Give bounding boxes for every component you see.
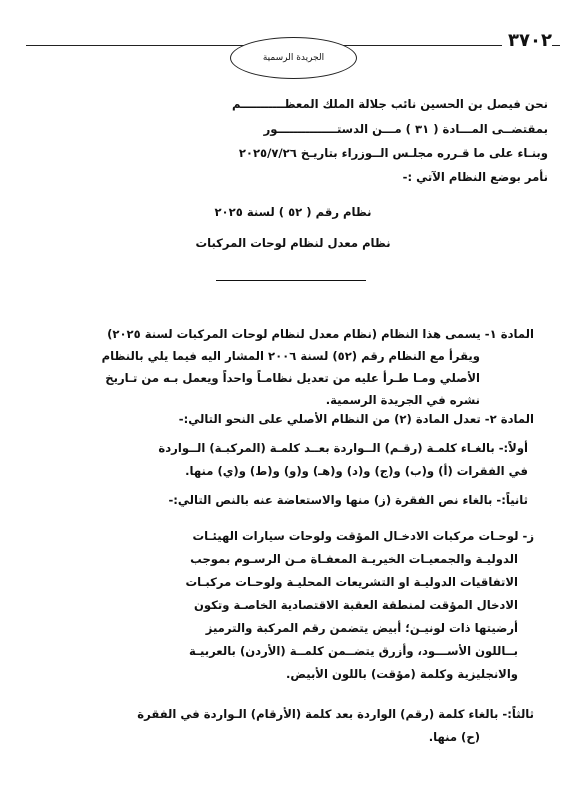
item-first-line: أولاً:- بالغـاء كلمـة (رقـم) الــواردة بعــد كلمـة (المركبـة) الــواردة: [158, 441, 528, 455]
gazette-name: الجريدة الرسمية: [262, 53, 325, 63]
regulation-name: نظام معدل لنظام لوحات المركبات: [195, 236, 391, 250]
regulation-number: نظام رقم ( ٥٢ ) لسنة ٢٠٢٥: [214, 205, 372, 219]
article-1-line: ويقرأ مع النظام رقم (٥٢) لسنة ٢٠٠٦ المشار اليه فيما يلي بالنظام: [101, 349, 480, 363]
clause-z-line: الاتفاقيات الدوليـة او التشريعات المحليـة ولوحـات مركبـات: [185, 575, 518, 589]
article-2-line: المادة ٢- تعدل المادة (٢) من النظام الأصلي على النحو التالي:-: [178, 412, 534, 426]
item-first-line: في الفقرات (أ) و(ب) و(ج) و(د) و(هـ) و(و) و(ط) و(ي) منها.: [185, 464, 528, 478]
page-number: ٣٧٠٢: [502, 30, 552, 51]
article-1-line: نشره في الجريدة الرسمية.: [325, 393, 480, 407]
preamble-line: بمقتضــى المـــادة ( ٣١ ) مـــن الدستـــــــــــــــور: [263, 122, 548, 136]
clause-z-line: الادخال المؤقت لمنطقة العقبة الاقتصادية الخاصـة وتكون: [193, 598, 518, 612]
clause-z-line: بــاللون الأســـود، وأزرق يتضــمن كلمــة (الأردن) بالعربيـة: [189, 644, 518, 658]
preamble-line: نأمر بوضع النظام الآتي :-: [402, 170, 548, 184]
preamble-line: نحن فيصل بن الحسين نائب جلالة الملك المعظـــــــــــم: [231, 97, 548, 111]
gazette-name-badge: [230, 37, 357, 79]
item-second-line: ثانياً:- بالغاء نص الفقرة (ز) منها والاستعاضة عنه بالنص التالي:-: [168, 493, 528, 507]
item-third-line: ثالثاً:- بالغاء كلمة (رقم) الواردة بعد كلمة (الأرقام) الـواردة في الفقرة: [137, 707, 534, 721]
article-1-line: الأصلي ومـا طـرأ عليه من تعديل نظامـاً واحداً ويعمل بـه من تـاريخ: [105, 371, 480, 385]
clause-z-line: الدوليـة والجمعيـات الخيريـة المعفـاة مـن الرسـوم بموجب: [190, 552, 518, 566]
item-third-line: (ح) منها.: [428, 730, 480, 744]
article-1-line: المادة ١- يسمى هذا النظام (نظام معدل لنظام لوحات المركبات لسنة ٢٠٢٥): [107, 327, 534, 341]
title-divider: [216, 280, 366, 281]
preamble-line: وبنـاء على ما قـرره مجلـس الــوزراء بتاريـخ ٢٠٢٥/٧/٢٦: [238, 146, 548, 160]
clause-z-line: أرضيتها ذات لونيـن؛ أبيض يتضمن رقم المركبة والترميز: [205, 621, 518, 635]
clause-z-line: والانجليزية وكلمة (مؤقت) باللون الأبيض.: [286, 667, 518, 681]
clause-z-line: ز- لوحـات مركبات الادخـال المؤقت ولوحات سيارات الهيئـات: [192, 529, 534, 543]
